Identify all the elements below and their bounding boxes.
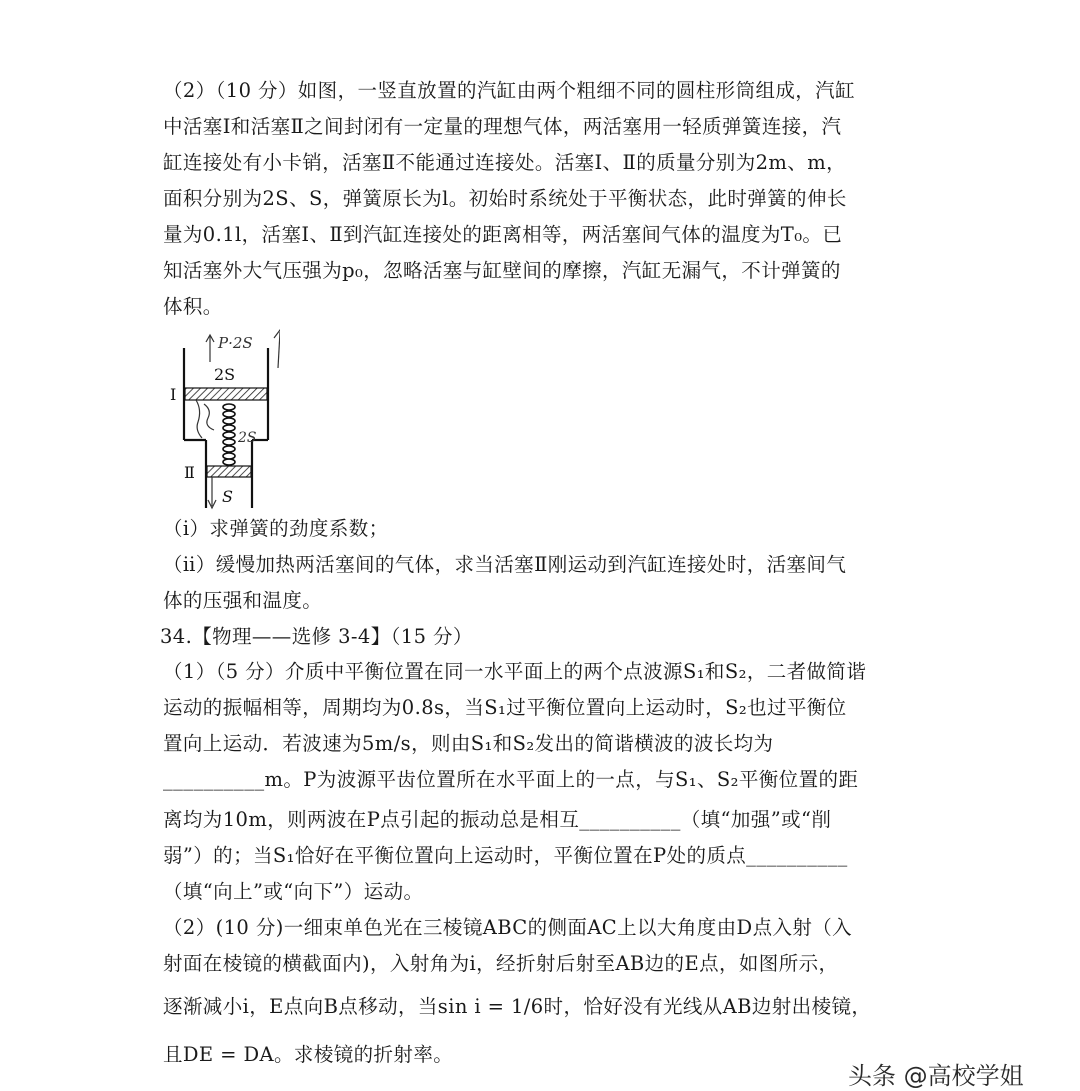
area-2s-label: 2S (214, 365, 236, 384)
q33-line: 缸连接处有小卡销，活塞Ⅱ不能通过连接处。活塞Ⅰ、Ⅱ的质量分别为2m、m， (163, 151, 846, 174)
q34-p2-line: 射面在棱镜的横截面内)，入射角为i，经折射后射至AB边的E点，如图所示， (163, 952, 839, 975)
q34-p1-line: 弱”）的；当S₁恰好在平衡位置向上运动时，平衡位置在P处的质点__________ (163, 844, 848, 867)
q33-line: 中活塞Ⅰ和活塞Ⅱ之间封闭有一定量的理想气体，两活塞用一轻质弹簧连接，汽 (163, 115, 842, 138)
q34-p1-line: __________m。P为波源平齿位置所在水平面上的一点，与S₁、S₂平衡位置的距 (163, 768, 859, 791)
q34-p2-line: 且DE = DA。求棱镜的折射率。 (163, 1043, 454, 1066)
q33-line: 知活塞外大气压强为p₀，忽略活塞与缸壁间的摩擦，汽缸无漏气，不计弹簧的 (163, 259, 841, 282)
q34-p2-line: （2）(10 分)一细束单色光在三棱镜ABC的侧面AC上以大角度由D点入射（入 (163, 916, 853, 939)
q33-line: 量为0.1l，活塞Ⅰ、Ⅱ到汽缸连接处的距离相等，两活塞间气体的温度为T₀。已 (163, 223, 843, 246)
q34-p1-line: 置向上运动．若波速为5m/s，则由S₁和S₂发出的简谐横波的波长均为 (163, 732, 774, 755)
question-34-header: 34.【物理——选修 3-4】（15 分） (160, 625, 473, 648)
handwritten-area-note: 2S (238, 430, 257, 446)
cylinder-diagram (160, 322, 280, 512)
q34-p1-line: 运动的振幅相等，周期均为0.8s，当S₁过平衡位置向上运动时，S₂也过平衡位 (163, 696, 847, 719)
sub-question: （ⅰ）求弹簧的劲度系数； (163, 517, 389, 540)
sub-question: （ⅱ）缓慢加热两活塞间的气体，求当活塞Ⅱ刚运动到汽缸连接处时，活塞间气 (163, 553, 847, 576)
q34-p1-line: 离均为10m，则两波在P点引起的振动总是相互__________（填“加强”或“削 (163, 808, 832, 831)
q33-line: 体积。 (163, 295, 223, 318)
q33-line: 面积分别为2S、S，弹簧原长为l。初始时系统处于平衡状态，此时弹簧的伸长 (163, 187, 847, 210)
piston-1-label: Ⅰ (170, 385, 177, 404)
area-s-label: S (222, 487, 233, 506)
watermark-text: 头条 @高校学姐 (848, 1062, 1024, 1090)
piston-2-label: Ⅱ (184, 463, 195, 482)
sub-question: 体的压强和温度。 (163, 589, 323, 612)
q34-p1-line: （1）（5 分）介质中平衡位置在同一水平面上的两个点波源S₁和S₂，二者做简谐 (163, 660, 867, 683)
q34-p2-line: 逐渐减小i，E点向B点移动，当sin i = 1/6时，恰好没有光线从AB边射出棱镜， (163, 995, 872, 1018)
handwritten-force-label: P·2S (218, 334, 253, 352)
cylinder-figure (160, 322, 280, 512)
q33-line: （2）（10 分）如图，一竖直放置的汽缸由两个粗细不同的圆柱形筒组成，汽缸 (163, 79, 855, 102)
q34-p1-line: （填“向上”或“向下”）运动。 (163, 880, 424, 903)
